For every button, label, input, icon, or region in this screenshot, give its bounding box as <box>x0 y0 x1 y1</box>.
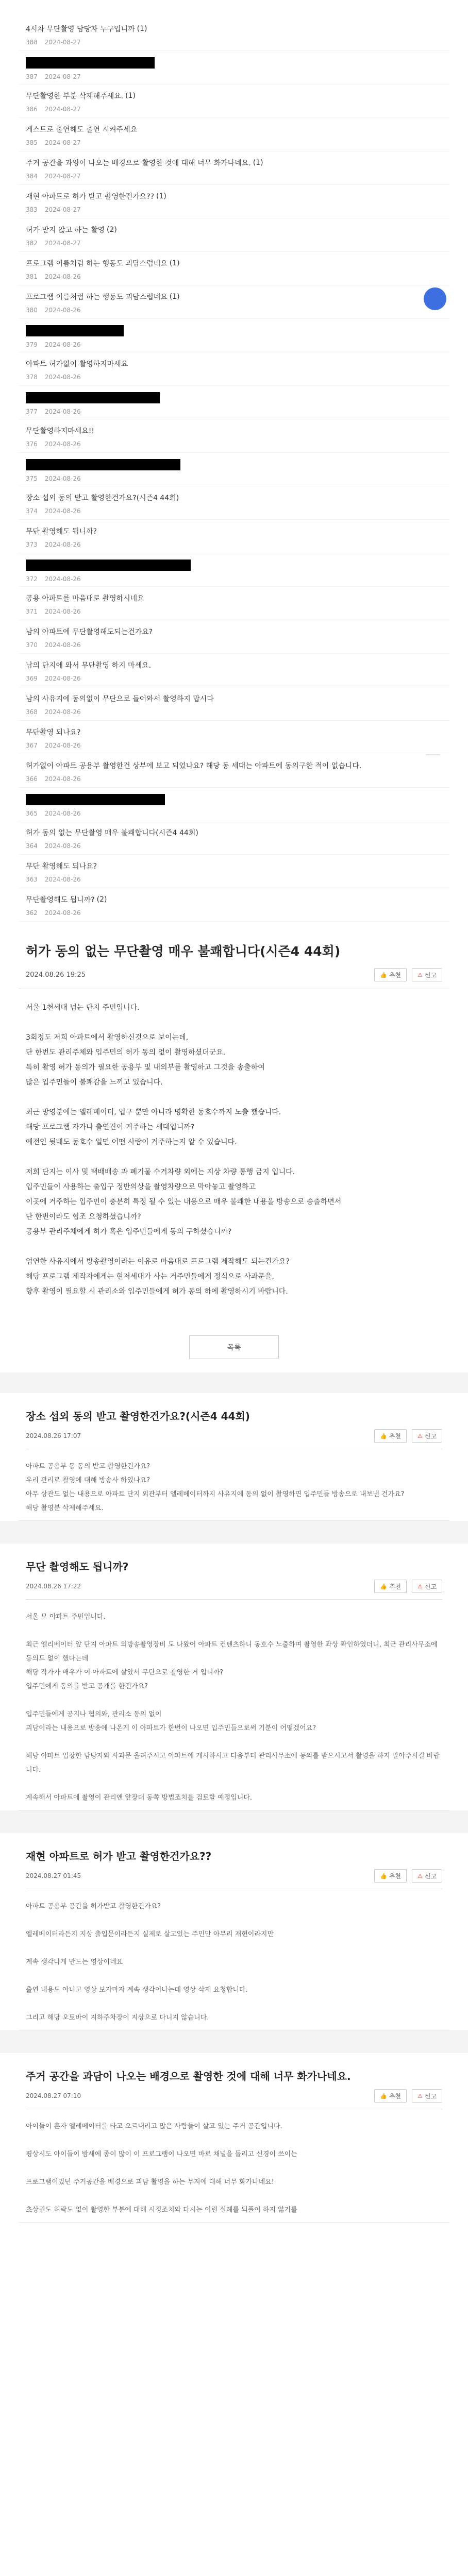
post-date: 2024-08-27 <box>44 106 81 113</box>
answer-date: 2024.08.27 01:45 <box>26 1872 81 1879</box>
post-title-text: 게스트로 출연해도 출연 시켜주세요 <box>26 126 138 134</box>
post-title-text: 공용 아파트를 마음대로 촬영하시네요 <box>26 595 144 603</box>
post-list-item[interactable] <box>19 319 449 352</box>
post-date: 2024-08-26 <box>44 742 81 749</box>
answer-actions <box>374 1869 442 1883</box>
recommend-button[interactable] <box>374 1429 407 1443</box>
post-date: 2024-08-26 <box>44 307 81 314</box>
post-title-text: 무단촬영해도 됩니까? <box>26 896 95 904</box>
post-number: 376 <box>26 440 38 448</box>
answer-paragraph: 계속 생각나게 만드는 영상이네요 <box>26 1958 123 1966</box>
article-paragraph: 이곳에 거주하는 입주민이 충분히 특정 될 수 있는 내용으로 매우 불쾌한 내용을 방송으로 송출하면서 <box>26 1198 342 1206</box>
answer-body <box>26 1900 442 2025</box>
post-title-text: 장소 섭외 동의 받고 촬영한건가요?(시즌4 44회) <box>26 494 179 502</box>
post-date: 2024-08-26 <box>44 909 81 917</box>
article-paragraph: 해당 프로그램 자가나 출연진이 거주하는 세대입니까? <box>26 1123 195 1131</box>
siren-icon: ⚠ <box>417 2093 423 2099</box>
bottom-spacer <box>19 2223 449 2228</box>
answer-actions <box>374 1429 442 1443</box>
post-date: 2024-08-26 <box>44 374 81 381</box>
post-meta <box>26 810 449 817</box>
post-date: 2024-08-26 <box>44 810 81 817</box>
thumbs-up-icon: 👍 <box>380 1433 387 1439</box>
post-list-item[interactable] <box>19 754 449 788</box>
siren-icon: ⚠ <box>417 972 423 978</box>
report-button[interactable] <box>412 1429 442 1443</box>
post-number: 383 <box>26 206 38 213</box>
answer-paragraph: 괴담이라는 내용으로 방송에 나온게 이 아파트가 한번이 나오면 입주민들으로써 기분이 어떻겠어요? <box>26 1724 316 1732</box>
article <box>19 941 449 1359</box>
post-list-item[interactable] <box>19 453 449 486</box>
post-number: 366 <box>26 775 38 783</box>
answer-paragraph: 최근 엘리베이터 앞 단지 아파트 의방송촬영장비 도 나왔어 아파트 컨텐츠하니 동호수 노출하며 촬영한 좌상 확인하였더니, 최근 관리사무소에 동의도 없이 했다는데 <box>26 1641 438 1663</box>
post-title[interactable] <box>26 660 449 670</box>
article-paragraph: 특히 촬영 허가 동의가 필요한 공용부 및 내외부를 촬영하고 그것을 송출하여 <box>26 1063 265 1072</box>
post-number: 378 <box>26 374 38 381</box>
comment-count: (1) <box>137 25 147 33</box>
card-separator <box>0 1521 468 1544</box>
post-title[interactable] <box>26 760 449 771</box>
post-title[interactable] <box>26 24 449 34</box>
post-title[interactable] <box>26 392 449 403</box>
article-date: 2024.08.26 19:25 <box>26 971 86 979</box>
redacted-title <box>26 57 155 69</box>
post-date: 2024-08-27 <box>44 206 81 213</box>
comment-count: (2) <box>96 895 107 904</box>
post-meta <box>26 73 449 80</box>
answer-paragraph: 아파트 공용부 동 동의 받고 촬영한건가요? <box>26 1463 151 1470</box>
post-title[interactable] <box>26 593 449 603</box>
post-list-item[interactable] <box>19 51 449 84</box>
article-paragraph: 단 한번도 관리주체와 입주민의 허가 동의 없이 촬영하셨더군요. <box>26 1048 226 1057</box>
post-list-item[interactable] <box>19 587 449 620</box>
post-list-item[interactable] <box>19 285 449 319</box>
post-date: 2024-08-26 <box>44 440 81 448</box>
answer-actions <box>374 1580 442 1593</box>
post-number: 375 <box>26 475 38 482</box>
recommend-button[interactable] <box>374 1869 407 1883</box>
recommend-label: 추천 <box>389 1872 401 1880</box>
post-meta <box>26 206 449 213</box>
thumbs-up-icon: 👍 <box>380 2093 387 2099</box>
answer-paragraph: 평상시도 아이들이 밤새에 종이 많이 이 프로그램이 나오면 바로 채널을 돌리고 신경이 쓰이는 <box>26 2150 297 2158</box>
answer-paragraph: 우리 관리로 촬영에 대해 방송사 하였나요? <box>26 1477 151 1484</box>
post-date: 2024-08-26 <box>44 708 81 716</box>
thumbs-up-icon: 👍 <box>380 972 387 978</box>
answer-paragraph: 해당 작가가 배우가 이 아파트에 살았서 무단으로 촬영한 거 입니까? <box>26 1669 224 1676</box>
post-date: 2024-08-27 <box>44 240 81 247</box>
article-meta-row <box>19 960 449 981</box>
post-list-item[interactable] <box>19 721 449 754</box>
thumbs-up-icon: 👍 <box>380 1583 387 1590</box>
post-meta <box>26 541 449 548</box>
post-title-text: 허가없이 아파트 공용부 촬영한건 상부에 보고 되었나요? 해당 동 세대는 아파트에 동의구한 적이 없습니다. <box>26 762 362 770</box>
post-meta <box>26 909 449 917</box>
post-list-item[interactable] <box>19 553 449 587</box>
post-title[interactable] <box>26 258 449 268</box>
siren-icon: ⚠ <box>417 1873 423 1879</box>
post-title[interactable] <box>26 191 449 201</box>
post-number: 384 <box>26 173 38 180</box>
report-button[interactable] <box>412 968 442 981</box>
post-number: 380 <box>26 307 38 314</box>
post-meta <box>26 742 449 749</box>
post-title[interactable] <box>26 894 449 905</box>
post-date: 2024-08-27 <box>44 39 81 46</box>
post-title[interactable] <box>26 359 449 369</box>
list-button-wrap <box>19 1335 449 1359</box>
answer-card <box>19 1544 449 1810</box>
post-list <box>19 0 449 922</box>
report-label: 신고 <box>424 1432 437 1440</box>
report-button[interactable] <box>412 1869 442 1883</box>
post-title[interactable] <box>26 292 449 302</box>
post-number: 385 <box>26 139 38 146</box>
article-paragraph: 입주민들이 사용하는 출입구 정반의상을 촬영차량으로 막아놓고 촬영하고 <box>26 1183 256 1191</box>
post-meta <box>26 708 449 716</box>
siren-icon: ⚠ <box>417 1583 423 1590</box>
paragraph-gap <box>26 2189 442 2203</box>
post-title[interactable] <box>26 325 449 336</box>
post-list-item[interactable] <box>19 84 449 118</box>
answer-actions <box>374 2089 442 2103</box>
post-title-text: 프로그램 이름처럼 하는 행동도 괴담스럽네요 <box>26 293 168 301</box>
post-title-text: 남의 단지에 와서 무단촬영 하지 마세요. <box>26 662 152 670</box>
article-paragraph: 서울 1천세대 넘는 단지 주민입니다. <box>26 1004 140 1012</box>
post-meta <box>26 408 449 415</box>
post-date: 2024-08-26 <box>44 408 81 415</box>
article-paragraph: 최근 방영분에는 엘레베이터, 입구 뿐만 아니라 명확한 동호수까지 노출 했습니다. <box>26 1108 281 1116</box>
comment-count: (1) <box>125 92 136 100</box>
post-title[interactable] <box>26 560 449 571</box>
post-number: 377 <box>26 408 38 415</box>
floating-action-button[interactable] <box>424 287 446 310</box>
post-list-item[interactable] <box>19 352 449 386</box>
article-paragraph: 예전인 뒷배도 동호수 일면 어떤 사람이 거주하는지 알 수 있습니다. <box>26 1138 237 1146</box>
post-meta <box>26 876 449 883</box>
post-list-item[interactable] <box>19 620 449 654</box>
post-meta <box>26 106 449 113</box>
redacted-title <box>26 794 165 805</box>
post-list-item[interactable] <box>19 419 449 453</box>
paragraph-gap <box>26 1624 442 1638</box>
answer-paragraph: 입주민들에게 공지나 협의와, 관리소 동의 없이 <box>26 1710 162 1718</box>
post-number: 364 <box>26 842 38 850</box>
post-meta <box>26 273 449 280</box>
paragraph-gap <box>26 1240 442 1255</box>
post-title[interactable] <box>26 626 449 637</box>
answer-paragraph: 그리고 해당 오토바이 지하주차장이 지상으로 다니지 않습니다. <box>26 2014 209 2022</box>
paragraph-gap <box>26 1150 442 1165</box>
post-list-item[interactable] <box>19 486 449 520</box>
answer-paragraph: 아이들이 혼자 엘레베이터를 타고 오르내리고 많은 사람들이 살고 있는 주거 공간입니다. <box>26 2123 282 2130</box>
answer-title: 무단 촬영해도 됩니까? <box>26 1561 129 1573</box>
post-number: 381 <box>26 273 38 280</box>
post-meta <box>26 575 449 583</box>
answer-paragraph: 해당 아파트 입장한 담당자와 사과문 올려주시고 아파트에 게시하시고 다음부터 관리사무소에 동의를 받으시고서 촬영을 하지 말아주시길 바랍니다. <box>26 1752 440 1774</box>
redacted-title <box>26 392 160 403</box>
post-number: 365 <box>26 810 38 817</box>
post-number: 369 <box>26 675 38 682</box>
paragraph-gap <box>26 1735 442 1749</box>
recommend-label: 추천 <box>389 971 401 979</box>
post-title[interactable] <box>26 526 449 536</box>
post-meta <box>26 307 449 314</box>
post-number: 386 <box>26 106 38 113</box>
answer-paragraph: 아무 상관도 없는 내용으로 아파트 단지 외관부터 엘레베이터까지 사유지에 동의 없이 촬영하면 입주민들 방송으로 내보낸 건가요? <box>26 1490 405 1498</box>
post-list-item[interactable] <box>19 821 449 855</box>
post-title[interactable] <box>26 57 449 69</box>
post-title-text: 재현 아파트로 허가 받고 촬영한건가요?? <box>26 193 155 201</box>
post-title-text: 4시차 무단촬영 담당자 누구입니까 <box>26 25 135 33</box>
post-list-item[interactable] <box>19 252 449 285</box>
article-paragraph: 공용부 관리주체에게 허가 혹은 입주민들에게 동의 구하셨습니까? <box>26 1228 232 1236</box>
article-title: 허가 동의 없는 무단촬영 매우 불쾌합니다(시즌4 44회) <box>26 944 341 959</box>
answer-paragraph: 초상권도 허락도 없이 촬영한 부분에 대해 시정조치와 다시는 이런 실례를 되풀이 하지 않기를 <box>26 2206 297 2214</box>
paragraph-gap <box>26 1913 442 1927</box>
answer-title: 장소 섭외 동의 받고 촬영한건가요?(시즌4 44회) <box>26 1410 250 1422</box>
answer-paragraph: 서울 모 아파트 주민입니다. <box>26 1613 106 1621</box>
post-date: 2024-08-26 <box>44 273 81 280</box>
recommend-label: 추천 <box>389 1432 401 1440</box>
answer-card <box>19 2053 449 2223</box>
post-date: 2024-08-26 <box>44 842 81 850</box>
recommend-button[interactable] <box>374 2089 407 2103</box>
answer-paragraph: 입주민에게 동의를 받고 공개를 한건가요? <box>26 1683 148 1690</box>
paragraph-gap <box>26 1941 442 1955</box>
post-title-text: 무단촬영하지마세요!! <box>26 427 94 435</box>
post-date: 2024-08-26 <box>44 541 81 548</box>
article-paragraph: 저희 단지는 이사 및 택배배송 과 폐기물 수거차량 외에는 지상 차량 통행 금지 입니다. <box>26 1168 295 1176</box>
redacted-title <box>26 560 191 571</box>
post-number: 363 <box>26 876 38 883</box>
recommend-label: 추천 <box>389 1583 401 1590</box>
post-title[interactable] <box>26 727 449 737</box>
answer-meta-row <box>26 1580 442 1593</box>
thumbs-up-icon: 👍 <box>380 1873 387 1879</box>
post-number: 370 <box>26 641 38 649</box>
comment-count: (1) <box>169 293 180 301</box>
paragraph-gap <box>26 1777 442 1791</box>
answer-body <box>26 2120 442 2217</box>
answer-date: 2024.08.27 07:10 <box>26 2092 81 2099</box>
post-date: 2024-08-26 <box>44 475 81 482</box>
post-meta <box>26 775 449 783</box>
article-paragraph: 해당 프로그램 제작자에게는 현저세대가 사는 거주민들에게 정식으로 사과문을, <box>26 1273 274 1281</box>
post-number: 372 <box>26 575 38 583</box>
answer-date: 2024.08.26 17:07 <box>26 1432 81 1439</box>
post-list-item[interactable] <box>19 218 449 252</box>
post-title[interactable] <box>26 225 449 235</box>
post-date: 2024-08-27 <box>44 139 81 146</box>
post-title-text: 무단 촬영해도 됩니까? <box>26 528 97 536</box>
post-title-text: 무단 촬영해도 되나요? <box>26 862 97 871</box>
post-list-item[interactable] <box>19 185 449 218</box>
post-title-text: 주거 공간을 과잉이 나오는 배경으로 촬영한 것에 대해 너무 화가나네요. <box>26 159 251 167</box>
answer-paragraph: 프로그램이었던 주거공간을 배경으로 괴담 촬영을 하는 무지에 대해 너무 화가나네요! <box>26 2178 274 2186</box>
post-date: 2024-08-26 <box>44 507 81 515</box>
report-label: 신고 <box>424 971 437 979</box>
post-meta <box>26 507 449 515</box>
post-list-item[interactable] <box>19 151 449 185</box>
post-number: 387 <box>26 73 38 80</box>
paragraph-gap <box>26 2133 442 2147</box>
answer-paragraph: 출연 내용도 아니고 영상 보자마자 계속 생각이나는데 영상 삭제 요청합니다. <box>26 1986 248 1994</box>
post-list-item[interactable] <box>19 855 449 888</box>
card-separator <box>0 1810 468 1833</box>
answer-paragraph: 아파트 공용부 공간을 허가받고 촬영한건가요? <box>26 1903 161 1910</box>
redacted-title <box>26 459 180 470</box>
answer-paragraph: 엘레베이터라든지 지상 출입문이라든지 실제로 살고있는 주민만 아무리 재현이라지만 <box>26 1930 274 1938</box>
paragraph-gap <box>26 1693 442 1707</box>
post-meta <box>26 475 449 482</box>
post-title[interactable] <box>26 827 449 838</box>
answer-meta-row <box>26 1869 442 1883</box>
section-separator <box>0 1372 468 1393</box>
post-list-item[interactable] <box>19 118 449 151</box>
post-title[interactable] <box>26 693 449 704</box>
siren-icon: ⚠ <box>417 1433 423 1439</box>
post-title[interactable] <box>26 861 449 871</box>
paragraph-gap <box>26 1015 442 1030</box>
post-title[interactable] <box>26 158 449 168</box>
answer-paragraph: 계속해서 아파트에 촬영이 관리앤 앞장대 동쪽 방법조치를 검토할 예정입니다. <box>26 1794 253 1802</box>
post-title[interactable] <box>26 493 449 503</box>
post-number: 367 <box>26 742 38 749</box>
report-label: 신고 <box>424 1583 437 1590</box>
answer-meta-row <box>26 2089 442 2103</box>
card-separator <box>0 2030 468 2053</box>
post-list-item[interactable] <box>19 687 449 721</box>
post-title-text: 허가 받지 않고 하는 촬영 <box>26 226 105 234</box>
article-actions <box>374 968 442 981</box>
report-button[interactable] <box>412 1580 442 1593</box>
post-date: 2024-08-26 <box>44 608 81 615</box>
answer-body <box>26 1610 442 1805</box>
post-date: 2024-08-26 <box>44 641 81 649</box>
list-button[interactable]: 목록 <box>189 1335 279 1359</box>
post-title[interactable] <box>26 91 449 101</box>
report-button[interactable] <box>412 2089 442 2103</box>
post-title[interactable] <box>26 794 449 805</box>
comment-count: (1) <box>156 192 166 200</box>
article-paragraph: 단 한번이라도 협조 요청하셨습니까? <box>26 1213 141 1221</box>
post-meta <box>26 39 449 46</box>
post-number: 362 <box>26 909 38 917</box>
article-paragraph: 3회정도 저희 아파트에서 촬영하신것으로 보이는데, <box>26 1033 189 1042</box>
answer-card <box>19 1393 449 1521</box>
post-title[interactable] <box>26 124 449 134</box>
post-list-item[interactable] <box>19 520 449 553</box>
post-date: 2024-08-26 <box>44 675 81 682</box>
post-number: 368 <box>26 708 38 716</box>
post-list-item[interactable] <box>19 18 449 51</box>
post-date: 2024-08-26 <box>44 575 81 583</box>
paragraph-gap <box>26 1969 442 1983</box>
paragraph-gap <box>26 1997 442 2011</box>
post-title-text: 무단촬영 되나요? <box>26 728 81 737</box>
post-list-item[interactable] <box>19 654 449 687</box>
answer-divider <box>26 1599 442 1600</box>
post-number: 371 <box>26 608 38 615</box>
paragraph-gap <box>26 1090 442 1105</box>
paragraph-gap <box>26 2161 442 2175</box>
post-date: 2024-08-27 <box>44 173 81 180</box>
answer-title: 재현 아파트로 허가 받고 촬영한건가요?? <box>26 1850 212 1862</box>
answers-list <box>19 1393 449 2223</box>
post-meta <box>26 842 449 850</box>
post-meta <box>26 440 449 448</box>
answer-card <box>19 1833 449 2030</box>
post-number: 373 <box>26 541 38 548</box>
recommend-label: 추천 <box>389 2092 401 2100</box>
article-paragraph: 엄연한 사유지에서 방송촬영이라는 이유로 마음대로 프로그램 제작해도 되는건가요? <box>26 1258 290 1266</box>
post-title-text: 남의 사유지에 동의없이 무단으로 들어와서 촬영하지 맙시다 <box>26 695 214 703</box>
post-title[interactable] <box>26 426 449 436</box>
answer-date: 2024.08.26 17:22 <box>26 1583 81 1590</box>
post-list-item[interactable] <box>19 888 449 922</box>
comment-count: (1) <box>169 259 180 267</box>
post-number: 374 <box>26 507 38 515</box>
post-meta <box>26 675 449 682</box>
post-meta <box>26 608 449 615</box>
post-date: 2024-08-27 <box>44 73 81 80</box>
post-list-item[interactable] <box>19 386 449 419</box>
answer-title: 주거 공간을 과담이 나오는 배경으로 촬영한 것에 대해 너무 화가나네요. <box>26 2070 351 2082</box>
post-title[interactable] <box>26 459 449 470</box>
post-meta <box>26 139 449 146</box>
comment-count: (2) <box>107 226 117 234</box>
answer-paragraph: 해당 촬영분 삭제해주세요. <box>26 1504 104 1512</box>
post-title-text: 허가 동의 없는 무단촬영 매우 불쾌합니다(시즌4 44회) <box>26 829 198 837</box>
post-number: 382 <box>26 240 38 247</box>
answer-meta-row <box>26 1429 442 1443</box>
post-title-text: 남의 아파트에 무단촬영해도되는건가요? <box>26 628 153 636</box>
article-paragraph: 많은 입주민들이 불쾌감을 느끼고 있습니다. <box>26 1078 163 1087</box>
post-title-text: 무단촬영한 부분 삭제해주세요. <box>26 92 124 100</box>
post-list-item[interactable] <box>19 788 449 821</box>
post-number: 379 <box>26 341 38 348</box>
post-meta <box>26 240 449 247</box>
article-body <box>19 1001 449 1299</box>
post-number: 388 <box>26 39 38 46</box>
post-title-text: 프로그램 이름처럼 하는 행동도 괴담스럽네요 <box>26 260 168 268</box>
post-meta <box>26 341 449 348</box>
post-date: 2024-08-26 <box>44 775 81 783</box>
post-meta <box>26 374 449 381</box>
answer-body <box>26 1460 442 1515</box>
recommend-button[interactable] <box>374 968 407 981</box>
post-date: 2024-08-26 <box>44 876 81 883</box>
post-title-text: 아파트 허가없이 촬영하지마세요 <box>26 360 128 368</box>
post-meta <box>26 641 449 649</box>
scroll-indicator <box>426 754 440 755</box>
report-label: 신고 <box>424 2092 437 2100</box>
article-paragraph: 향후 촬영이 필요할 시 관리소와 입주민들에게 허가 동의 하에 촬영하시기 바랍니다. <box>26 1287 288 1296</box>
recommend-button[interactable] <box>374 1580 407 1593</box>
post-date: 2024-08-26 <box>44 341 81 348</box>
comment-count: (1) <box>253 159 263 167</box>
report-label: 신고 <box>424 1872 437 1880</box>
post-meta <box>26 173 449 180</box>
redacted-title <box>26 325 124 336</box>
